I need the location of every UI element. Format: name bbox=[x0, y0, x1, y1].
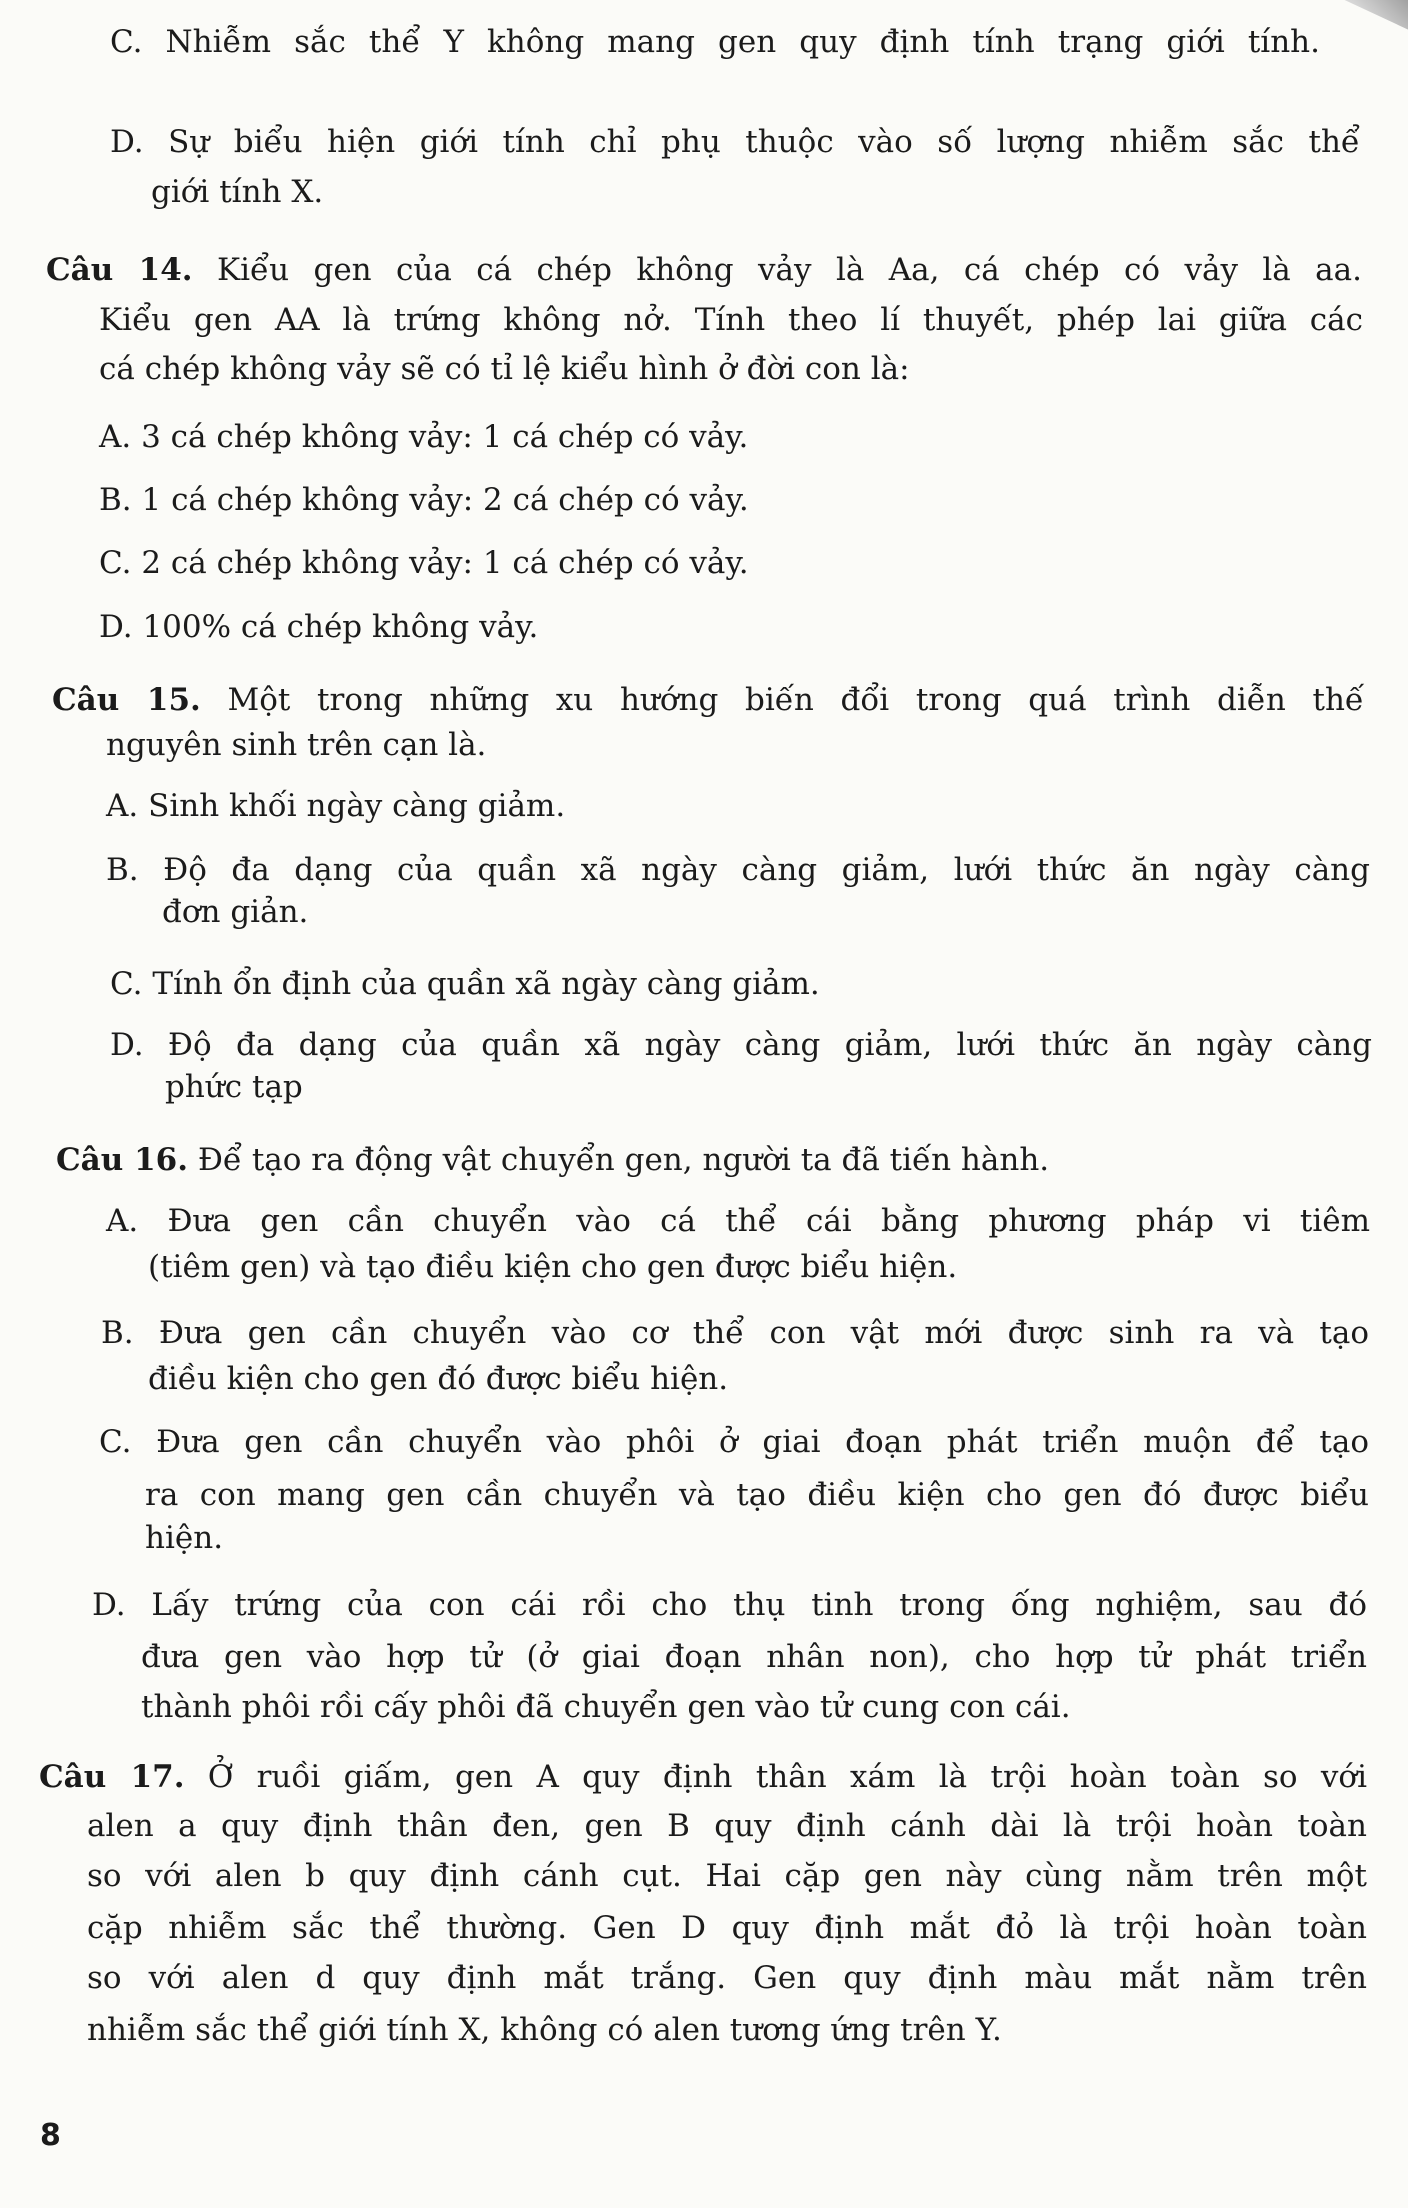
q17-stem-line: alen a quy định thân đen, gen B quy định cánh dài là trội hoàn toàn bbox=[87, 1808, 1367, 1844]
q16-option-d: D. Lấy trứng của con cái rồi cho thụ tinh trong ống nghiệm, sau đó bbox=[92, 1587, 1367, 1623]
q14-stem-line: cá chép không vảy sẽ có tỉ lệ kiểu hình ở đời con là: bbox=[99, 351, 910, 387]
q15-option-c: C. Tính ổn định của quần xã ngày càng giảm. bbox=[110, 966, 820, 1002]
q13-option-d: D. Sự biểu hiện giới tính chỉ phụ thuộc vào số lượng nhiễm sắc thể bbox=[110, 124, 1360, 160]
q15-option-b-cont: đơn giản. bbox=[162, 894, 309, 930]
q16-option-a-cont: (tiêm gen) và tạo điều kiện cho gen được biểu hiện. bbox=[148, 1249, 958, 1285]
q14-option-a: A. 3 cá chép không vảy: 1 cá chép có vảy. bbox=[99, 419, 749, 455]
q17-stem bbox=[39, 1757, 1367, 1797]
page-corner-shadow bbox=[1342, 0, 1408, 37]
q15-option-d-cont: phức tạp bbox=[165, 1069, 303, 1105]
q16-option-d-cont: thành phôi rồi cấy phôi đã chuyển gen vào tử cung con cái. bbox=[141, 1689, 1071, 1725]
q17-stem-text: Ở ruồi giấm, gen A quy định thân xám là trội hoàn toàn so với bbox=[184, 1759, 1367, 1795]
q14-option-d: D. 100% cá chép không vảy. bbox=[99, 609, 539, 645]
q15-option-d: D. Độ đa dạng của quần xã ngày càng giảm, lưới thức ăn ngày càng bbox=[110, 1027, 1372, 1063]
q16-option-b: B. Đưa gen cần chuyển vào cơ thể con vật mới được sinh ra và tạo bbox=[101, 1315, 1369, 1351]
page-number: 8 bbox=[40, 2118, 61, 2153]
q16-option-a: A. Đưa gen cần chuyển vào cá thể cái bằng phương pháp vi tiêm bbox=[106, 1203, 1370, 1239]
q16-option-c: C. Đưa gen cần chuyển vào phôi ở giai đoạn phát triển muộn để tạo bbox=[99, 1424, 1369, 1460]
q15-stem bbox=[52, 680, 1364, 720]
q13-option-c: C. Nhiễm sắc thể Y không mang gen quy định tính trạng giới tính. bbox=[110, 24, 1320, 60]
q15-option-a: A. Sinh khối ngày càng giảm. bbox=[106, 788, 566, 824]
question-label: Câu 14. bbox=[46, 252, 193, 288]
q14-option-c: C. 2 cá chép không vảy: 1 cá chép có vảy. bbox=[99, 545, 749, 581]
q13-option-d-cont: giới tính X. bbox=[151, 174, 324, 210]
q16-option-c-cont: ra con mang gen cần chuyển và tạo điều kiện cho gen đó được biểu bbox=[145, 1477, 1369, 1513]
q17-stem-line: nhiễm sắc thể giới tính X, không có alen tương ứng trên Y. bbox=[87, 2012, 1002, 2048]
q16-option-b-cont: điều kiện cho gen đó được biểu hiện. bbox=[148, 1361, 729, 1397]
q16-stem-text: Để tạo ra động vật chuyển gen, người ta đã tiến hành. bbox=[188, 1142, 1050, 1178]
q17-stem-line: so với alen d quy định mắt trắng. Gen quy định màu mắt nằm trên bbox=[87, 1960, 1367, 1996]
question-label: Câu 16. bbox=[56, 1142, 189, 1178]
q14-stem-text: Kiểu gen của cá chép không vảy là Aa, cá chép có vảy là aa. bbox=[192, 252, 1362, 288]
q14-stem-line: Kiểu gen AA là trứng không nở. Tính theo lí thuyết, phép lai giữa các bbox=[99, 302, 1363, 338]
q17-stem-line: so với alen b quy định cánh cụt. Hai cặp gen này cùng nằm trên một bbox=[87, 1858, 1367, 1894]
q15-stem-line: nguyên sinh trên cạn là. bbox=[106, 727, 487, 763]
q14-option-b: B. 1 cá chép không vảy: 2 cá chép có vảy. bbox=[99, 482, 749, 518]
q14-stem bbox=[46, 250, 1362, 290]
q15-option-b: B. Độ đa dạng của quần xã ngày càng giảm, lưới thức ăn ngày càng bbox=[106, 852, 1370, 888]
q15-stem-text: Một trong những xu hướng biến đổi trong quá trình diễn thế bbox=[200, 682, 1364, 718]
question-label: Câu 15. bbox=[52, 682, 201, 718]
question-label: Câu 17. bbox=[39, 1759, 185, 1795]
q16-stem bbox=[56, 1140, 1049, 1180]
q16-option-d-cont: đưa gen vào hợp tử (ở giai đoạn nhân non), cho hợp tử phát triển bbox=[141, 1639, 1367, 1675]
q17-stem-line: cặp nhiễm sắc thể thường. Gen D quy định mắt đỏ là trội hoàn toàn bbox=[87, 1910, 1367, 1946]
q16-option-c-cont: hiện. bbox=[145, 1520, 224, 1556]
